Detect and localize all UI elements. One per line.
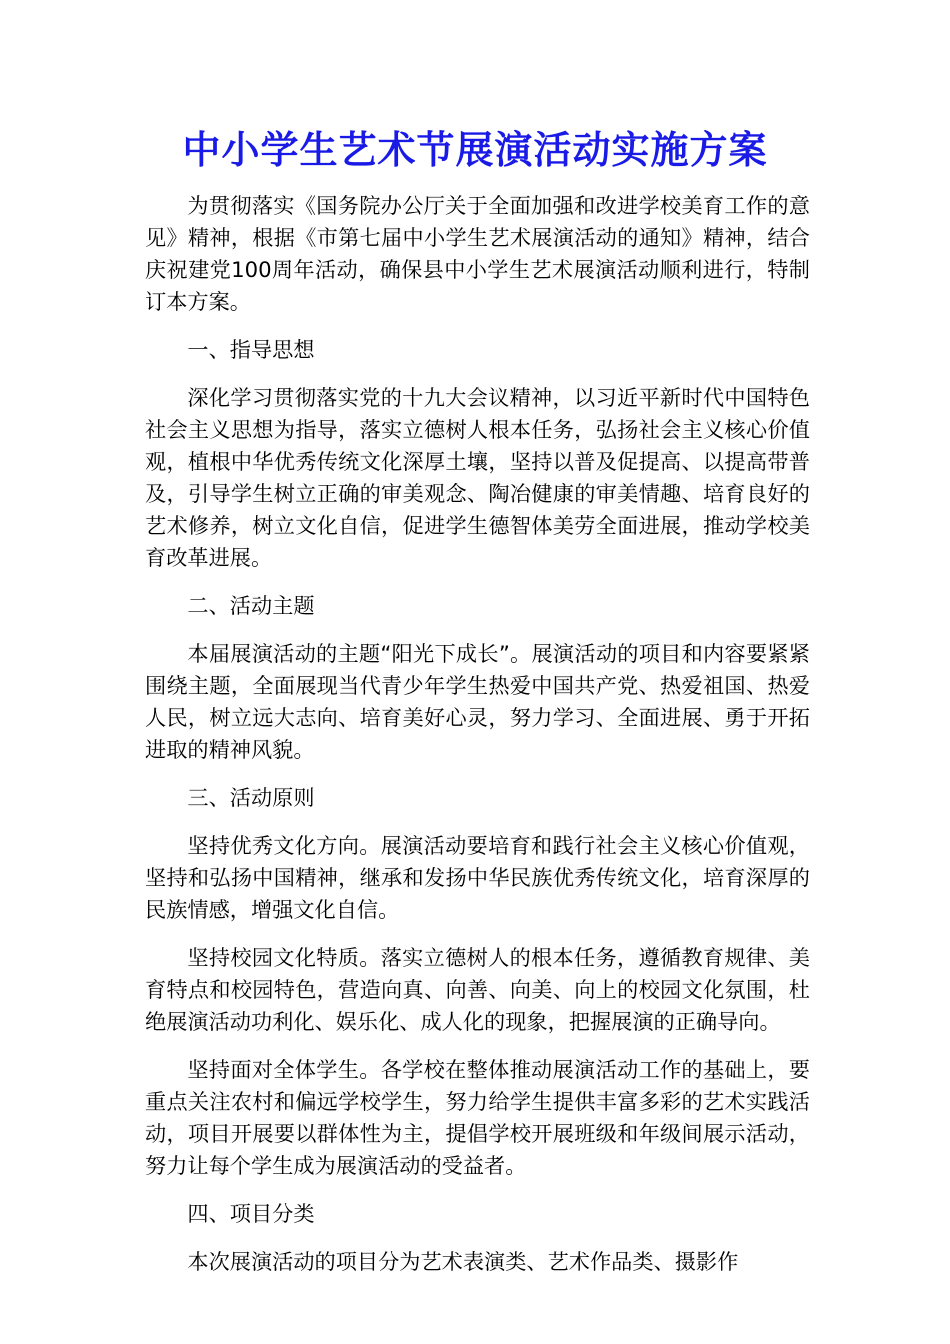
principle-paragraph-all-students: 坚持面对全体学生。各学校在整体推动展演活动工作的基础上，要重点关注农村和偏远学校学生，努力给学生提供丰富多彩的艺术实践活动，项目开展要以群体性为主，提倡学校开展班级和年级间展示活动，努力让每个学生成为展演活动的受益者。 bbox=[145, 1057, 810, 1178]
document-title: 中小学生艺术节展演活动实施方案 bbox=[182, 127, 768, 172]
principle-paragraph-culture: 坚持优秀文化方向。展演活动要培育和践行社会主义核心价值观，坚持和弘扬中国精神，继承和发扬中华民族优秀传统文化，培育深厚的民族情感，增强文化自信。 bbox=[145, 833, 810, 922]
activity-theme-paragraph: 本届展演活动的主题“阳光下成长”。展演活动的项目和内容要紧紧围绕主题，全面展现当代青少年学生热爱中国共产党、热爱祖国、热爱人民，树立远大志向、培育美好心灵，努力学习、全面进展、勇于开拓进取的精神风貌。 bbox=[145, 641, 810, 762]
project-categories-paragraph: 本次展演活动的项目分为艺术表演类、艺术作品类、摄影作 bbox=[187, 1249, 739, 1274]
principle-paragraph-campus: 坚持校园文化特质。落实立德树人的根本任务，遵循教育规律、美育特点和校园特色，营造向真、向善、向美、向上的校园文化氛围，杜绝展演活动功利化、娱乐化、成人化的现象，把握展演的正确导向。 bbox=[145, 945, 810, 1034]
intro-paragraph: 为贯彻落实《国务院办公厅关于全面加强和改进学校美育工作的意见》精神，根据《市第七届中小学生艺术展演活动的通知》精神，结合庆祝建党100周年活动，确保县中小学生艺术展演活动顺利进行，特制订本方案。 bbox=[145, 193, 810, 314]
section-heading-guiding-ideology: 一、指导思想 bbox=[187, 337, 315, 362]
section-heading-activity-principles: 三、活动原则 bbox=[187, 785, 315, 810]
section-heading-activity-theme: 二、活动主题 bbox=[187, 593, 315, 618]
guiding-ideology-paragraph: 深化学习贯彻落实党的十九大会议精神，以习近平新时代中国特色社会主义思想为指导，落实立德树人根本任务，弘扬社会主义核心价值观，植根中华优秀传统文化深厚土壤，坚持以普及促提高、以提高带普及，引导学生树立正确的审美观念、陶冶健康的审美情趣、培育良好的艺术修养，树立文化自信，促进学生德智体美劳全面进展，推动学校美育改革进展。 bbox=[145, 385, 810, 570]
document-body bbox=[145, 190, 810, 1278]
section-heading-project-categories: 四、项目分类 bbox=[187, 1201, 315, 1226]
